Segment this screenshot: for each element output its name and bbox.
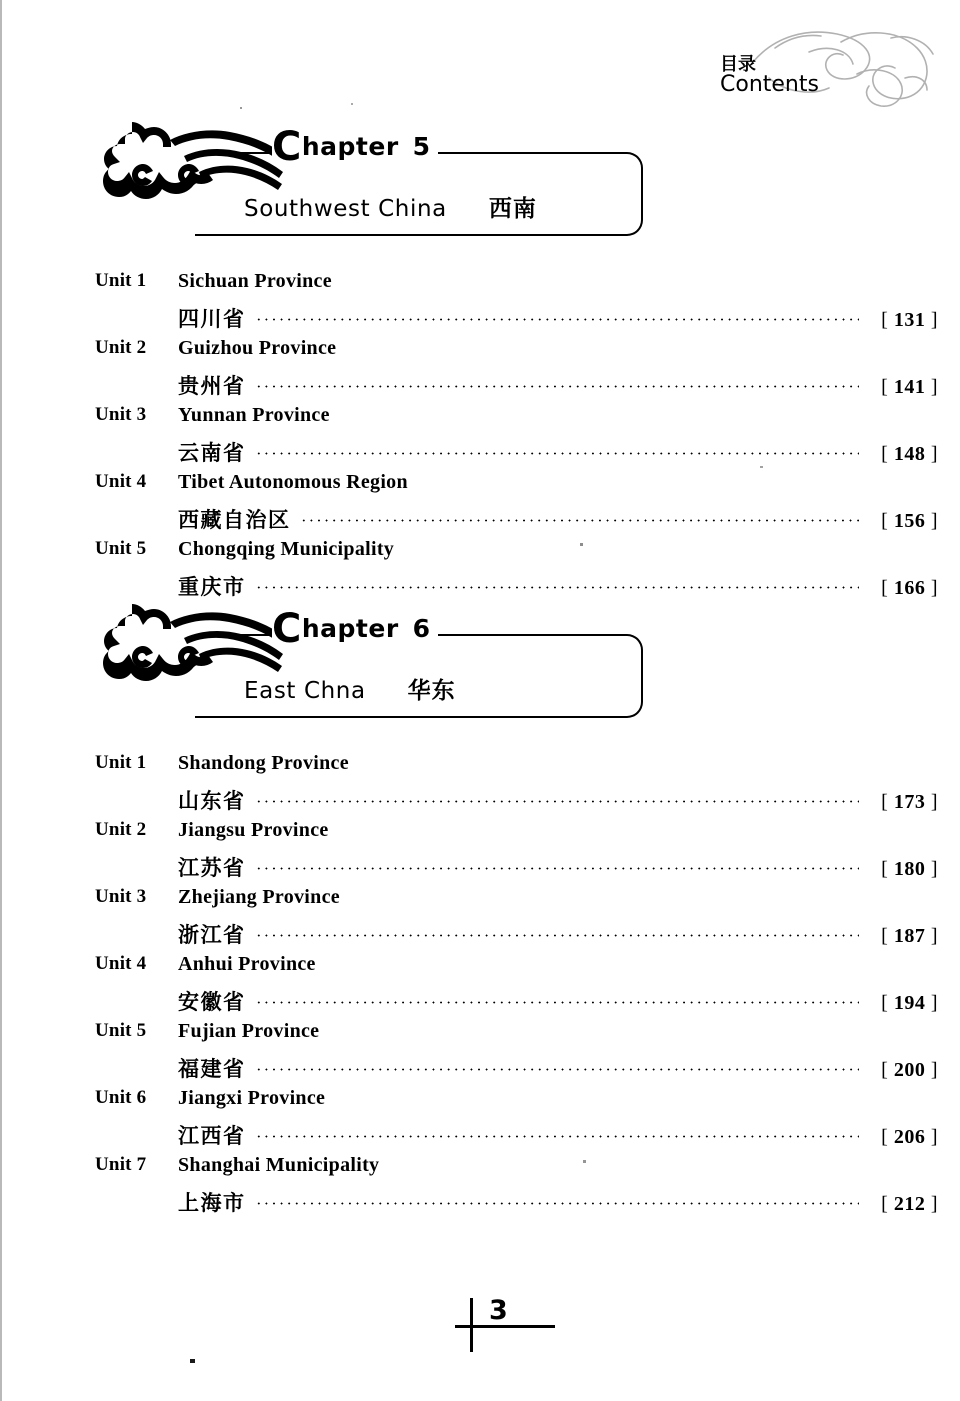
toc-entry[interactable] [0,337,960,404]
unit-page-number: [ 212 ] [881,1193,938,1215]
unit-page-number: [ 194 ] [881,992,938,1014]
toc-entry[interactable] [0,1087,960,1154]
toc-list-chapter-6 [0,752,960,1221]
dot-leader [255,861,860,875]
unit-label: Unit 1 [95,752,147,773]
dot-leader [255,1129,860,1143]
chapter-number: 6 [412,614,431,643]
unit-page-number: [ 180 ] [881,858,938,880]
footer-page-number: 3 [489,1295,508,1326]
toc-entry[interactable] [0,1020,960,1087]
unit-title-english: Shandong Province [178,752,349,774]
unit-title-chinese: 重庆市 [178,575,246,599]
toc-entry[interactable] [0,752,960,819]
unit-title-chinese: 江苏省 [178,856,246,880]
toc-entry[interactable] [0,404,960,471]
unit-leader-line [178,571,938,601]
toc-entry[interactable] [0,471,960,538]
page-value: 180 [893,858,926,880]
page-footer [0,1290,960,1360]
dot-leader [255,580,860,594]
unit-title-chinese: 上海市 [178,1191,246,1215]
dot-leader [255,446,860,460]
toc-entry[interactable] [0,953,960,1020]
toc-entry[interactable] [0,819,960,886]
unit-title-english: Chongqing Municipality [178,538,395,560]
unit-title-chinese: 安徽省 [178,990,246,1014]
unit-page-number: [ 166 ] [881,577,938,599]
unit-page-number: [ 148 ] [881,443,938,465]
footer-registration-mark [470,1298,473,1352]
page-value: 187 [893,925,926,947]
chapter-word-initial: C [272,606,302,652]
unit-title-english: Tibet Autonomous Region [178,471,408,493]
header-title-english: Contents [720,71,819,97]
page-value: 212 [893,1193,926,1215]
dot-leader [300,513,860,527]
chapter-heading [272,606,438,652]
chapter-name-chinese: 西南 [488,196,537,222]
unit-title-english: Shanghai Municipality [178,1154,380,1176]
unit-leader-line [178,852,938,882]
unit-title-chinese: 福建省 [178,1057,246,1081]
unit-leader-line [178,504,938,534]
dot-leader [255,794,860,808]
unit-page-number: [ 156 ] [881,510,938,532]
page-value: 194 [893,992,926,1014]
unit-title-chinese: 四川省 [178,307,246,331]
toc-list-chapter-5 [0,270,960,605]
unit-label: Unit 4 [95,471,147,492]
unit-title-chinese: 浙江省 [178,923,246,947]
unit-title-english: Jiangsu Province [178,819,329,841]
unit-title-english: Guizhou Province [178,337,337,359]
unit-leader-line [178,1187,938,1217]
unit-leader-line [178,986,938,1016]
unit-label: Unit 2 [95,819,147,840]
chapter-name-english: Southwest China [244,196,447,222]
unit-label: Unit 4 [95,953,147,974]
unit-label: Unit 5 [95,538,147,559]
unit-page-number: [ 200 ] [881,1059,938,1081]
unit-label: Unit 3 [95,404,147,425]
chapter-word-initial: C [272,124,302,170]
chapter-banner-6 [96,600,656,720]
page-value: 156 [893,510,926,532]
unit-page-number: [ 141 ] [881,376,938,398]
chapter-word-rest: hapter [301,614,399,643]
unit-label: Unit 2 [95,337,147,358]
page-value: 131 [893,309,926,331]
toc-entry[interactable] [0,270,960,337]
unit-label: Unit 5 [95,1020,147,1041]
page-value: 166 [893,577,926,599]
unit-label: Unit 1 [95,270,147,291]
chapter-number: 5 [412,132,431,161]
toc-entry[interactable] [0,538,960,605]
dot-leader [255,379,860,393]
page-value: 200 [893,1059,926,1081]
header-title-group [720,56,819,97]
chapter-banner-5 [96,118,656,238]
scan-speck-artifact [240,107,242,109]
unit-label: Unit 6 [95,1087,147,1108]
dot-leader [255,928,860,942]
unit-leader-line [178,919,938,949]
unit-title-english: Sichuan Province [178,270,332,292]
unit-label: Unit 3 [95,886,147,907]
unit-label: Unit 7 [95,1154,147,1175]
unit-page-number: [ 206 ] [881,1126,938,1148]
page-header [690,22,940,114]
unit-leader-line [178,1120,938,1150]
dot-leader [255,995,860,1009]
unit-leader-line [178,370,938,400]
unit-page-number: [ 173 ] [881,791,938,813]
chapter-word-rest: hapter [301,132,399,161]
toc-entry[interactable] [0,886,960,953]
unit-title-english: Fujian Province [178,1020,320,1042]
unit-leader-line [178,785,938,815]
chapter-name-english: East Chna [244,678,366,704]
unit-title-chinese: 江西省 [178,1124,246,1148]
unit-title-english: Anhui Province [178,953,316,975]
page-value: 206 [893,1126,926,1148]
unit-page-number: [ 187 ] [881,925,938,947]
scan-speck-artifact [351,103,353,105]
chapter-subtitle [244,672,456,705]
page-value: 173 [893,791,926,813]
unit-leader-line [178,1053,938,1083]
unit-title-chinese: 云南省 [178,441,246,465]
unit-title-english: Yunnan Province [178,404,330,426]
unit-leader-line [178,437,938,467]
dot-leader [255,1196,860,1210]
unit-leader-line [178,303,938,333]
unit-title-chinese: 山东省 [178,789,246,813]
toc-entry[interactable] [0,1154,960,1221]
chapter-subtitle [244,190,537,223]
unit-page-number: [ 131 ] [881,309,938,331]
dot-leader [255,1062,860,1076]
unit-title-chinese: 贵州省 [178,374,246,398]
page-value: 141 [893,376,926,398]
unit-title-chinese: 西藏自治区 [178,508,291,532]
page-value: 148 [893,443,926,465]
dot-leader [255,312,860,326]
chapter-heading [272,124,438,170]
unit-title-english: Zhejiang Province [178,886,340,908]
unit-title-english: Jiangxi Province [178,1087,326,1109]
header-title-chinese: 目录 [720,54,756,75]
chapter-name-chinese: 华东 [407,678,456,704]
